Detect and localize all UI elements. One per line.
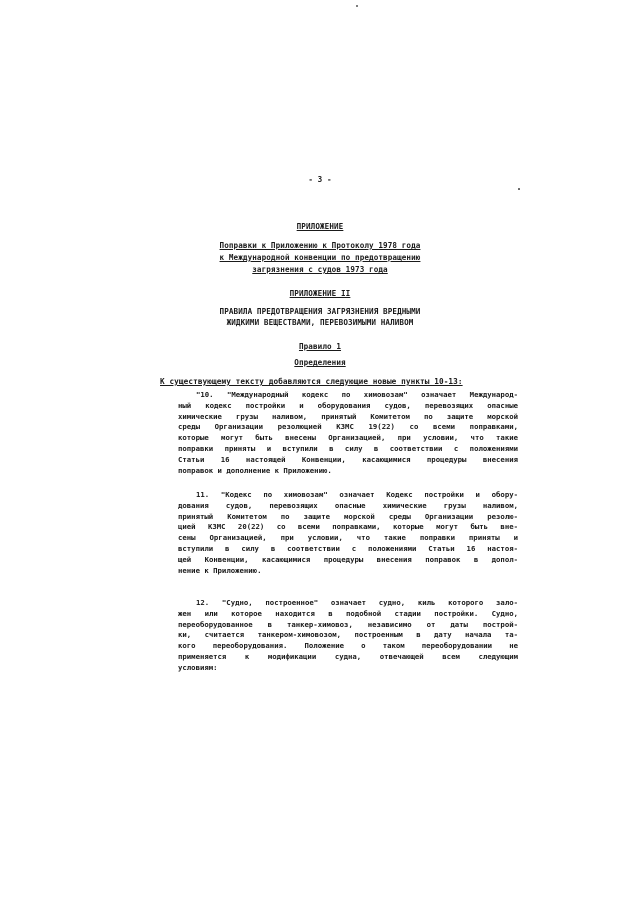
rules-title-line: ПРАВИЛА ПРЕДОТВРАЩЕНИЯ ЗАГРЯЗНЕНИЯ ВРЕДНЫМИ <box>219 307 421 316</box>
paragraph-line: ный кодекс постройки и оборудования судов, перевозящих опасные <box>178 400 518 410</box>
paragraph-line: 12. "Судно, построенное" означает судно, киль которого зало- <box>196 598 518 607</box>
paragraph-line: сены Организацией, при условии, что такие поправки приняты и <box>178 533 518 543</box>
rule-label: Правило 1 <box>298 342 342 351</box>
paragraph-line: "10. "Международный кодекс по химовозам" означает Международ- <box>196 390 518 399</box>
paragraph-line: среды Организации резолюцией КЗМС 19(22) со всеми поправками, <box>178 422 518 432</box>
rules-title-line: ЖИДКИМИ ВЕЩЕСТВАМИ, ПЕРЕВОЗИМЫМИ НАЛИВОМ <box>226 318 414 327</box>
amendments-title-line: Поправки к Приложению к Протоколу 1978 года <box>219 241 421 250</box>
scan-speck <box>518 188 520 190</box>
paragraph-line: переоборудованное в танкер-химовоз, независимо от даты построй- <box>178 619 518 629</box>
paragraph-line: химические грузы наливом, принятый Комитетом по защите морской <box>178 411 518 421</box>
paragraph-line: кого переоборудования. Положение о таком переоборудовании не <box>178 641 518 651</box>
annex-title: ПРИЛОЖЕНИЕ <box>296 222 344 231</box>
paragraph-line: поправок и дополнение к Приложению. <box>178 465 332 475</box>
paragraph-line: ки, считается танкером-химовозом, построенным в дату начала та- <box>178 630 518 640</box>
paragraph-11 <box>178 490 518 576</box>
paragraph-line: нение к Приложению. <box>178 565 262 575</box>
page-number: - 3 - <box>308 175 332 184</box>
paragraph-line: 11. "Кодекс по химовозам" означает Кодекс постройки и обору- <box>196 490 518 499</box>
paragraph-10 <box>178 390 518 476</box>
paragraph-line: Статьи 16 настоящей Конвенции, касающимися процедуры внесения <box>178 454 518 464</box>
paragraph-line: щей Конвенции, касающимися процедуры внесения поправок в допол- <box>178 554 518 564</box>
paragraph-line: условиям: <box>178 662 218 672</box>
paragraph-line: применяется к модификации судна, отвечающей всем следующим <box>178 651 518 661</box>
paragraph-line: жен или которое находится в подобной стадии постройки. Судно, <box>178 608 518 618</box>
amendments-title-line: к Международной конвенции по предотвращению <box>219 253 421 262</box>
scan-speck <box>356 5 358 7</box>
paragraph-line: которые могут быть внесены Организацией, при условии, что такие <box>178 433 518 443</box>
amendments-title-line: загрязнения с судов 1973 года <box>252 265 388 274</box>
intro-line: К существующему тексту добавляются следующие новые пункты 10-13: <box>160 377 463 386</box>
paragraph-line: цией КЗМС 20(22) со всеми поправками, которые могут быть вне- <box>178 522 518 532</box>
paragraph-12 <box>178 598 518 674</box>
paragraph-line: принятый Комитетом по защите морской среды Организации резолю- <box>178 511 518 521</box>
paragraph-line: дования судов, перевозящих опасные химические грузы наливом, <box>178 500 518 510</box>
annex2-title: ПРИЛОЖЕНИЕ II <box>289 289 351 298</box>
definitions-label: Определения <box>294 358 346 367</box>
paragraph-line: вступили в силу в соответствии с положениями Статьи 16 настоя- <box>178 543 518 553</box>
paragraph-line: поправки приняты и вступили в силу в соответствии с положениями <box>178 443 518 453</box>
